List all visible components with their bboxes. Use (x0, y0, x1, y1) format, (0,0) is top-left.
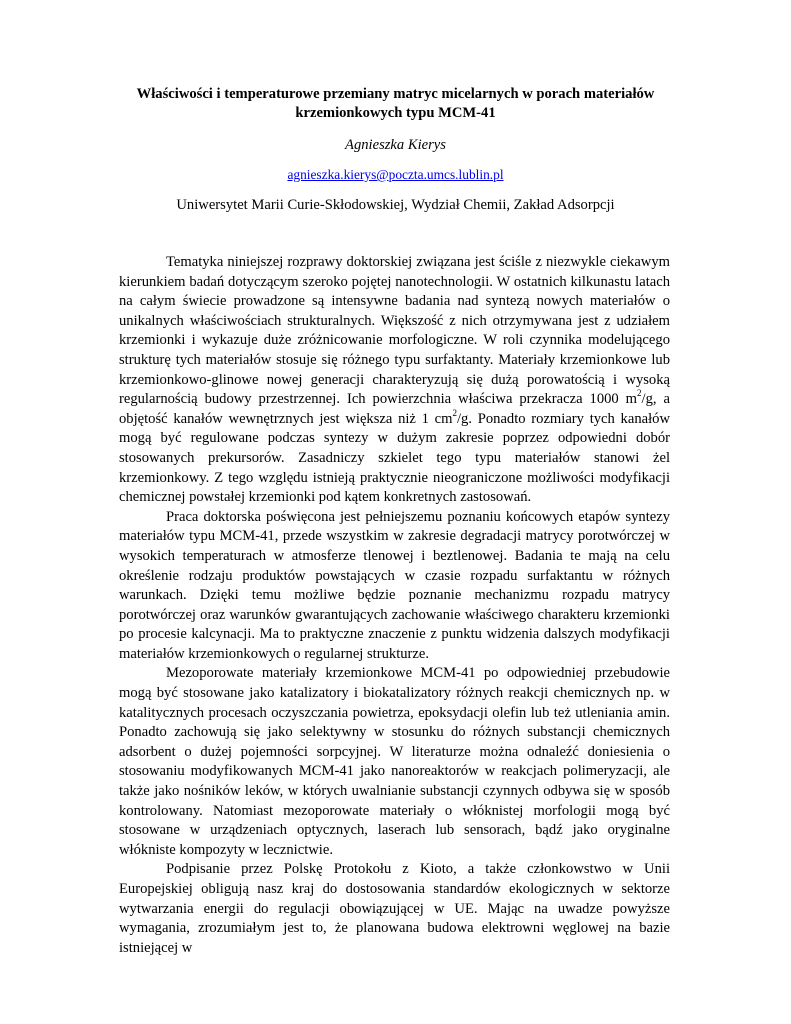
paragraph-2: Praca doktorska poświęcona jest pełniejszemu poznaniu końcowych etapów syntezy materiałów typu MCM-41, przede wszystkim w zakresie degradacji matrycy porotwórczej w wysokich temperaturach w atmosferze tlenowej i beztlenowej. Badania te mają na celu określenie rodzaju produktów powstających w czasie rozpadu surfaktantu w różnych warunkach. Dzięki temu możliwe będzie poznanie mechanizmu rozpadu matrycy porotwórczej oraz warunków gwarantujących zachowanie właściwego charakteru krzemionki po procesie kalcynacji. Ma to praktyczne znaczenie z punktu widzenia dalszych modyfikacji materiałów krzemionkowych o regularnej strukturze. (119, 508, 670, 662)
paper-title: Właściwości i temperaturowe przemiany matryc micelarnych w porach materiałów krzemionkowych typu MCM-41 (136, 86, 655, 121)
email-link[interactable]: agnieszka.kierys@poczta.umcs.lublin.pl (287, 167, 504, 182)
author-email (100, 166, 691, 184)
author-name: Agnieszka Kierys (345, 137, 446, 153)
paragraph-4: Podpisanie przez Polskę Protokołu z Kioto, a także członkowstwo w Unii Europejskiej obligują nasz kraj do dostosowania standardów ekologicznych w sektorze wytwarzania energii do regulacji obowiązującej w UE. Mając na uwadze powyższe wymagania, zrozumiałym jest to, że planowana budowa elektrowni węglowej na bazie istniejącej w (119, 861, 670, 956)
paragraph-1 (119, 253, 670, 508)
superscript: 2 (637, 388, 642, 399)
paragraph-1-part-c: /g. Ponadto rozmiary tych kanałów mogą być regulowane podczas syntezy w dużym zakresie poprzez odpowiedni dobór stosowanych prekursorów. Zasadniczy szkielet tego typu materiałów stanowi żel krzemionkowy. Z tego względu istnieją praktycznie nieograniczone możliwości modyfikacji chemicznej powstałej krzemionki pod kątem konkretnych zastosowań. (119, 410, 670, 506)
superscript: 2 (452, 407, 457, 418)
paragraph-3: Mezoporowate materiały krzemionkowe MCM-41 po odpowiedniej przebudowie mogą być stosowane jako katalizatory i biokatalizatory różnych reakcji chemicznych np. w katalitycznych procesach oczyszczania powietrza, epoksydacji olefin lub też utleniania amin. Ponadto zachowują się jako selektywny w stosunku do różnych substancji chemicznych adsorbent o dużej pojemności sorpcyjnej. W literaturze można odnaleźć doniesienia o stosowaniu modyfikowanych MCM-41 jako nanoreaktorów w reakcjach polimeryzacji, ale także jako nośników leków, w których uwalnianie substancji czynnych odbywa się w sposób kontrolowany. Natomiast mezoporowate materiały o włóknistej morfologii mogą być stosowane w urządzeniach optycznych, laserach lub sensorach, bądź jako oryginalne włókniste kompozyty w lecznictwie. (119, 665, 670, 858)
paragraph-1-part-b: /g, a objętość kanałów wewnętrznych jest większa niż 1 cm (119, 391, 670, 427)
body-text (119, 253, 670, 958)
affiliation: Uniwersytet Marii Curie-Skłodowskiej, Wydział Chemii, Zakład Adsorpcji (176, 197, 615, 213)
paragraph-1-part-a: Tematyka niniejszej rozprawy doktorskiej związana jest ściśle z niezwykle ciekawym kierunkiem badań dotyczącym szeroko pojętej nanotechnologii. W ostatnich kilkunastu latach na całym świecie prowadzone są intensywne badania nad syntezą nowych materiałów o unikalnych właściwościach strukturalnych. Większość z nich otrzymywana jest z udziałem krzemionki i wykazuje duże zróżnicowanie morfologiczne. W roli czynnika modelującego strukturę tych materiałów stosuje się różnego typu surfaktanty. Materiały krzemionkowe lub krzemionkowo-glinowe nowej generacji charakteryzują się dużą porowatością i wysoką regularnością budowy przestrzennej. Ich powierzchnia właściwa przekracza 1000 m (119, 254, 670, 408)
